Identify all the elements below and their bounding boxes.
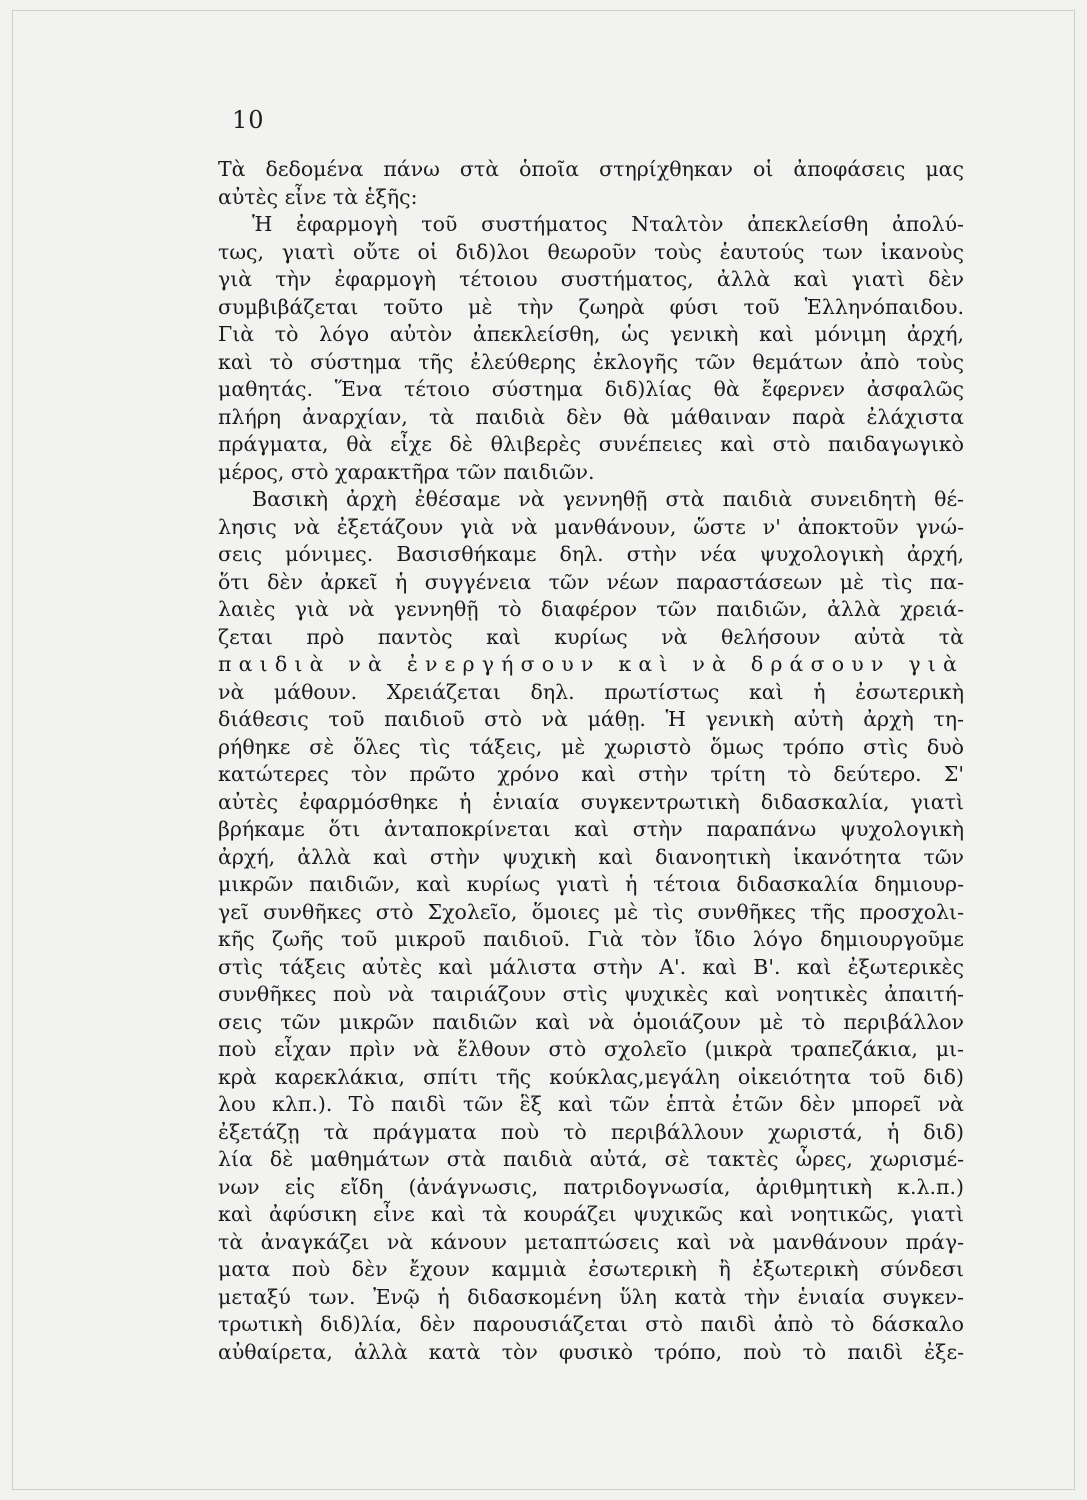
text-line: τὰ ἀναγκάζει νὰ κάνουν μεταπτώσεις καὶ νὰ μανθάνουν πράγ- (218, 1229, 964, 1254)
text-line: μαθητάς. Ἕνα τέτοιο σύστημα διδ)λίας θὰ ἔφερνεν ἀσφαλῶς (218, 377, 964, 401)
text-line: πράγματα, θὰ εἶχε δὲ θλιβερὲς συνέπειες καὶ στὸ παιδαγωγικὸ (218, 432, 964, 456)
text-line: μικρῶν παιδιῶν, καὶ κυρίως γιατὶ ἡ τέτοια διδασκαλία δημιουρ- (218, 872, 964, 896)
text-line: κῆς ζωῆς τοῦ μικροῦ παιδιοῦ. Γιὰ τὸν ἴδιο λόγο δημιουργοῦμε (218, 927, 964, 951)
text-line: αὐτὲς ἐφαρμόσθηκε ἡ ἑνιαία συγκεντρωτικὴ διδασκαλία, γιατὶ (218, 789, 964, 814)
text-line: ἀρχή, ἀλλὰ καὶ στὴν ψυχικὴ καὶ διανοητικὴ ἱκανότητα τῶν (218, 844, 964, 869)
text-line: νων εἰς εἴδη (ἀνάγνωσις, πατριδογνωσία, ἀριθμητικὴ κ.λ.π.) (218, 1174, 964, 1199)
text-line: λία δὲ μαθημάτων στὰ παιδιὰ αὐτά, σὲ τακτὲς ὧρες, χωρισμέ- (218, 1147, 964, 1171)
text-line: Τὰ δεδομένα πάνω στὰ ὁποῖα στηρίχθηκαν οἱ ἀποφάσεις μας (218, 157, 964, 181)
text-line: σεις τῶν μικρῶν παιδιῶν καὶ νὰ ὁμοιάζουν μὲ τὸ περιβάλλον (218, 1009, 964, 1034)
text-line: ματα ποὺ δὲν ἔχουν καμμιὰ ἐσωτερικὴ ἢ ἐξωτερικὴ σύνδεσι (218, 1257, 964, 1281)
text-line: γεῖ συνθῆκες στὸ Σχολεῖο, ὅμοιες μὲ τὶς συνθῆκες τῆς προσχολι- (218, 899, 964, 924)
text-line: διάθεσις τοῦ παιδιοῦ στὸ νὰ μάθῃ. Ἡ γενικὴ αὐτὴ ἀρχὴ τη- (218, 707, 964, 731)
text-line: γιὰ τὴν ἐφαρμογὴ τέτοιου συστήματος, ἀλλὰ καὶ γιατὶ δὲν (218, 267, 964, 291)
text-line: λησις νὰ ἐξετάζουν γιὰ νὰ μανθάνουν, ὥστε ν' ἀποκτοῦν γνώ- (218, 514, 964, 539)
text-line: τως, γιατὶ οὔτε οἱ διδ)λοι θεωροῦν τοὺς ἑαυτούς των ἱκανοὺς (218, 239, 964, 264)
text-line: αὐτὲς εἶνε τὰ ἑξῆς: (218, 184, 418, 209)
text-line: σεις μόνιμες. Βασισθήκαμε δηλ. στὴν νέα ψυχολογικὴ ἀρχή, (218, 542, 964, 566)
text-line: συμβιβάζεται τοῦτο μὲ τὴν ζωηρὰ φύσι τοῦ Ἑλληνόπαιδου. (218, 294, 964, 319)
text-line: ζεται πρὸ παντὸς καὶ κυρίως νὰ θελήσουν αὐτὰ τὰ (218, 624, 964, 649)
text-line: Γιὰ τὸ λόγο αὐτὸν ἀπεκλείσθη, ὡς γενικὴ καὶ μόνιμη ἀρχή, (218, 322, 964, 346)
text-line: κρὰ καρεκλάκια, σπίτι τῆς κούκλας,μεγάλη οἰκειότητα τοῦ διδ) (218, 1064, 964, 1089)
text-line: στὶς τάξεις αὐτὲς καὶ μάλιστα στὴν Α'. καὶ Β'. καὶ ἐξωτερικὲς (218, 954, 964, 979)
text-line: Ἡ ἐφαρμογὴ τοῦ συστήματος Νταλτὸν ἀπεκλείσθη ἀπολύ- (252, 212, 964, 236)
text-line: μεταξύ των. Ἐνῷ ἡ διδασκομένη ὕλη κατὰ τὴν ἑνιαία συγκεν- (218, 1284, 964, 1309)
text-line: βρήκαμε ὅτι ἀνταποκρίνεται καὶ στὴν παραπάνω ψυχολογικὴ (218, 817, 964, 841)
text-line: αὐθαίρετα, ἀλλὰ κατὰ τὸν φυσικὸ τρόπο, ποὺ τὸ παιδὶ ἐξε- (218, 1339, 964, 1364)
page-number: 10 (232, 106, 265, 134)
body-text (218, 156, 964, 1366)
text-line: Βασικὴ ἀρχὴ ἐθέσαμε νὰ γεννηθῇ στὰ παιδιὰ συνειδητὴ θέ- (252, 487, 964, 511)
text-line: νὰ μάθουν. Χρειάζεται δηλ. πρωτίστως καὶ ἡ ἐσωτερικὴ (218, 679, 964, 704)
text-line: τρωτικὴ διδ)λία, δὲν παρουσιάζεται στὸ παιδὶ ἀπὸ τὸ δάσκαλο (218, 1312, 964, 1336)
text-line: καὶ ἀφύσικη εἶνε καὶ τὰ κουράζει ψυχικῶς καὶ νοητικῶς, γιατὶ (218, 1202, 964, 1226)
text-line: ποὺ εἶχαν πρὶν νὰ ἔλθουν στὸ σχολεῖο (μικρὰ τραπεζάκια, μι- (218, 1037, 964, 1061)
text-line: ἐξετάζῃ τὰ πράγματα ποὺ τὸ περιβάλλουν χωριστά, ἡ διδ) (218, 1119, 964, 1144)
text-line: λου κλπ.). Τὸ παιδὶ τῶν ἓξ καὶ τῶν ἑπτὰ ἐτῶν δὲν μπορεῖ νὰ (218, 1092, 964, 1116)
text-line: μέρος, στὸ χαρακτῆρα τῶν παιδιῶν. (218, 459, 595, 484)
text-line: συνθῆκες ποὺ νὰ ταιριάζουν στὶς ψυχικὲς καὶ νοητικὲς ἀπαιτή- (218, 982, 964, 1006)
text-line: λαιὲς γιὰ νὰ γεννηθῇ τὸ διαφέρον τῶν παιδιῶν, ἀλλὰ χρειά- (218, 597, 964, 621)
text-line: ὅτι δὲν ἀρκεῖ ἡ συγγένεια τῶν νέων παραστάσεων μὲ τὶς πα- (218, 569, 964, 594)
text-line: ρήθηκε σὲ ὅλες τὶς τάξεις, μὲ χωριστὸ ὅμως τρόπο στὶς δυὸ (218, 734, 964, 759)
text-line: πλήρη ἀναρχίαν, τὰ παιδιὰ δὲν θὰ μάθαιναν παρὰ ἐλάχιστα (218, 404, 964, 429)
text-line: κατώτερες τὸν πρῶτο χρόνο καὶ στὴν τρίτη τὸ δεύτερο. Σ' (218, 762, 964, 786)
text-line: παιδιὰ νὰ ἐνεργήσουν καὶ νὰ δράσουν γιὰ (218, 652, 964, 676)
text-line: καὶ τὸ σύστημα τῆς ἐλεύθερης ἐκλογῆς τῶν θεμάτων ἀπὸ τοὺς (218, 349, 964, 374)
